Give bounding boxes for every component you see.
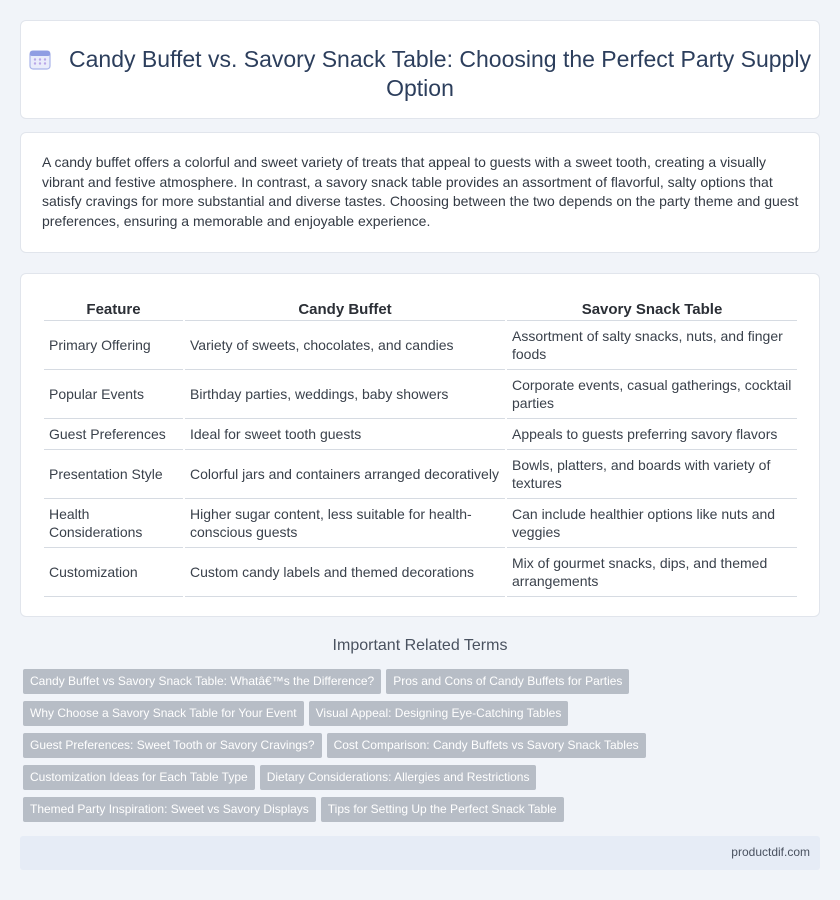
table-row	[44, 419, 797, 450]
comparison-card	[20, 273, 820, 617]
table-row	[44, 499, 797, 548]
footer-site-name: productdif.com	[731, 845, 810, 859]
tag-row	[23, 797, 823, 829]
candy-buffet-cell: Birthday parties, weddings, baby showers	[185, 370, 505, 419]
feature-cell: Guest Preferences	[44, 419, 183, 450]
page-title-wrap	[21, 45, 819, 103]
tag-row	[23, 765, 823, 797]
related-term-tag[interactable]: Candy Buffet vs Savory Snack Table: Whatâ€™s the Difference?	[23, 669, 381, 694]
tag-row	[23, 733, 823, 765]
related-term-tag[interactable]: Dietary Considerations: Allergies and Restrictions	[260, 765, 537, 790]
table-header-row	[44, 295, 797, 321]
column-header-feature: Feature	[44, 295, 183, 321]
related-term-tag[interactable]: Themed Party Inspiration: Sweet vs Savory Displays	[23, 797, 316, 822]
related-term-tag[interactable]: Why Choose a Savory Snack Table for Your Event	[23, 701, 304, 726]
related-term-tag[interactable]: Guest Preferences: Sweet Tooth or Savory Cravings?	[23, 733, 322, 758]
related-term-tag[interactable]: Tips for Setting Up the Perfect Snack Table	[321, 797, 564, 822]
savory-snack-cell: Assortment of salty snacks, nuts, and finger foods	[507, 321, 797, 370]
candy-buffet-cell: Custom candy labels and themed decorations	[185, 548, 505, 597]
related-term-tag[interactable]: Cost Comparison: Candy Buffets vs Savory Snack Tables	[327, 733, 646, 758]
related-term-tag[interactable]: Customization Ideas for Each Table Type	[23, 765, 255, 790]
savory-snack-cell: Appeals to guests preferring savory flavors	[507, 419, 797, 450]
related-terms-list	[23, 669, 823, 829]
savory-snack-cell: Mix of gourmet snacks, dips, and themed arrangements	[507, 548, 797, 597]
footer-bar	[20, 836, 820, 870]
tag-row	[23, 669, 823, 701]
candy-buffet-cell: Ideal for sweet tooth guests	[185, 419, 505, 450]
column-header-candy-buffet: Candy Buffet	[185, 295, 505, 321]
comparison-table	[42, 295, 799, 597]
related-term-tag[interactable]: Visual Appeal: Designing Eye-Catching Tables	[309, 701, 569, 726]
savory-snack-cell: Corporate events, casual gatherings, cocktail parties	[507, 370, 797, 419]
feature-cell: Primary Offering	[44, 321, 183, 370]
feature-cell: Presentation Style	[44, 450, 183, 499]
calendar-icon	[29, 48, 51, 70]
column-header-savory-snack-table: Savory Snack Table	[507, 295, 797, 321]
savory-snack-cell: Bowls, platters, and boards with variety of textures	[507, 450, 797, 499]
candy-buffet-cell: Variety of sweets, chocolates, and candies	[185, 321, 505, 370]
savory-snack-cell: Can include healthier options like nuts and veggies	[507, 499, 797, 548]
page-title: Candy Buffet vs. Savory Snack Table: Choosing the Perfect Party Supply Option	[69, 46, 811, 101]
related-term-tag[interactable]: Pros and Cons of Candy Buffets for Parties	[386, 669, 629, 694]
feature-cell: Customization	[44, 548, 183, 597]
candy-buffet-cell: Higher sugar content, less suitable for health-conscious guests	[185, 499, 505, 548]
table-row	[44, 321, 797, 370]
candy-buffet-cell: Colorful jars and containers arranged decoratively	[185, 450, 505, 499]
table-row	[44, 370, 797, 419]
intro-paragraph: A candy buffet offers a colorful and sweet variety of treats that appeal to guests with a sweet tooth, creating a visually vibrant and festive atmosphere. In contrast, a savory snack table provides an assortment of flavorful, salty options that satisfy cravings for more substantial and diverse tastes. Choosing between the two depends on the party theme and guest preferences, ensuring a memorable and enjoyable experience.	[42, 154, 799, 229]
tag-row	[23, 701, 823, 733]
intro-card	[20, 132, 820, 253]
related-terms-heading: Important Related Terms	[332, 637, 508, 654]
table-row	[44, 450, 797, 499]
feature-cell: Health Considerations	[44, 499, 183, 548]
table-row	[44, 548, 797, 597]
title-card	[20, 20, 820, 119]
feature-cell: Popular Events	[44, 370, 183, 419]
